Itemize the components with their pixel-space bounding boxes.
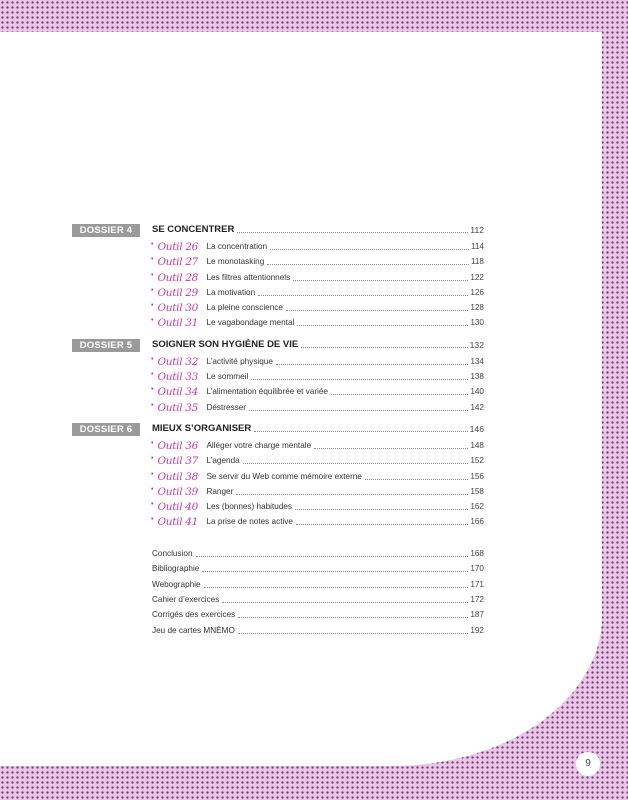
- bullet-icon: •: [151, 401, 154, 409]
- page-ref: 152: [470, 456, 484, 466]
- entry-title: Corrigés des exercices: [152, 610, 236, 620]
- toc-entry[interactable]: [72, 455, 484, 470]
- bullet-icon: •: [151, 256, 154, 264]
- toc-entry[interactable]: [72, 594, 484, 609]
- entry-title: Ranger: [206, 486, 234, 496]
- page-ref: 156: [470, 471, 484, 481]
- page-ref: 162: [470, 502, 484, 512]
- entry-title: Cahier d’exercices: [152, 594, 220, 604]
- toc-entry[interactable]: [72, 563, 484, 578]
- outil-label: Outil 41: [157, 516, 199, 529]
- page-ref: 158: [470, 486, 484, 496]
- table-of-contents: [72, 224, 484, 640]
- outil-label: Outil 32: [157, 355, 199, 368]
- toc-entry[interactable]: [72, 317, 484, 332]
- page-ref: 138: [470, 372, 484, 382]
- entry-title: L’alimentation équilibrée et variée: [206, 387, 328, 397]
- dossier-title: MIEUX S’ORGANISER: [152, 422, 252, 434]
- page-ref: 132: [469, 339, 484, 350]
- entry-title: L’activité physique: [206, 356, 273, 366]
- outil-label: Outil 34: [157, 386, 199, 399]
- entry-title: Le vagabondage mental: [206, 318, 295, 328]
- outil-label: Outil 40: [157, 501, 199, 514]
- outil-label: Outil 30: [157, 302, 199, 315]
- toc-entry[interactable]: [72, 402, 484, 417]
- outil-label: Outil 36: [157, 439, 199, 452]
- page-ref: 134: [470, 356, 484, 366]
- outil-label: Outil 28: [157, 271, 199, 284]
- page-ref: 140: [470, 387, 484, 397]
- page-ref: 130: [470, 318, 484, 328]
- toc-entry[interactable]: [72, 625, 484, 640]
- toc-entry[interactable]: [72, 501, 484, 516]
- page-ref: 192: [470, 625, 484, 635]
- dossier-tag: DOSSIER 5: [72, 339, 140, 352]
- page-ref: 142: [470, 402, 484, 412]
- dossier-heading[interactable]: [72, 339, 484, 353]
- entry-title: Bibliographie: [152, 564, 200, 574]
- page-ref: 126: [470, 287, 484, 297]
- entry-title: Se servir du Web comme mémoire externe: [206, 471, 362, 481]
- dossier-tag: DOSSIER 4: [72, 224, 140, 237]
- page-ref: 168: [470, 548, 484, 558]
- entry-title: Conclusion: [152, 548, 193, 558]
- page-ref: 187: [470, 610, 484, 620]
- outil-label: Outil 38: [157, 470, 199, 483]
- dossier-heading[interactable]: [72, 224, 484, 238]
- page-ref: 112: [470, 225, 484, 235]
- outil-label: Outil 31: [157, 317, 199, 330]
- page-ref: 114: [470, 242, 484, 251]
- page-ref: 166: [470, 517, 484, 527]
- entry-title: Le sommeil: [206, 372, 249, 382]
- entry-title: Les filtres attentionnels: [206, 272, 291, 282]
- bullet-icon: •: [151, 271, 154, 279]
- page-ref: 128: [470, 303, 484, 313]
- entry-title: La motivation: [206, 287, 256, 297]
- toc-entry[interactable]: [72, 272, 484, 287]
- bullet-icon: •: [151, 241, 154, 248]
- page-ref: 122: [470, 272, 484, 282]
- entry-title: La prise de notes active: [206, 517, 293, 527]
- toc-entry[interactable]: [72, 241, 484, 256]
- bullet-icon: •: [151, 470, 154, 478]
- toc-entry[interactable]: [72, 302, 484, 317]
- toc-entry[interactable]: [72, 256, 484, 271]
- bullet-icon: •: [151, 501, 154, 509]
- entry-title: L’agenda: [206, 456, 240, 466]
- dossier-heading[interactable]: [72, 423, 484, 437]
- toc-entry[interactable]: [72, 548, 484, 563]
- outil-label: Outil 39: [157, 485, 199, 498]
- toc-entry[interactable]: [72, 486, 484, 501]
- toc-entry[interactable]: [72, 609, 484, 624]
- toc-entry[interactable]: [72, 371, 484, 386]
- bullet-icon: •: [151, 355, 154, 363]
- outil-label: Outil 26: [157, 241, 199, 253]
- bullet-icon: •: [151, 371, 154, 379]
- outil-label: Outil 33: [157, 371, 199, 384]
- bullet-icon: •: [151, 386, 154, 394]
- dossier-title: SOIGNER SON HYGIÈNE DE VIE: [152, 338, 299, 350]
- dossier-title: SE CONCENTRER: [152, 224, 235, 235]
- toc-entry[interactable]: [72, 287, 484, 302]
- page-ref: 171: [470, 579, 484, 589]
- entry-title: Le monotasking: [206, 257, 265, 267]
- entry-title: Les (bonnes) habitudes: [206, 502, 293, 512]
- entry-title: La concentration: [206, 242, 267, 251]
- outil-label: Outil 27: [157, 256, 199, 269]
- entry-title: Alléger votre charge mentale: [206, 440, 312, 450]
- bullet-icon: •: [151, 302, 154, 310]
- page-ref: 146: [469, 423, 484, 434]
- toc-entry[interactable]: [72, 440, 484, 455]
- outil-label: Outil 37: [157, 455, 199, 468]
- bullet-icon: •: [151, 439, 154, 447]
- page-ref: 148: [470, 440, 484, 450]
- page-ref: 118: [470, 257, 484, 267]
- toc-entry[interactable]: [72, 516, 484, 531]
- entry-title: Jeu de cartes MNÉMO: [152, 625, 235, 635]
- entry-title: La pleine conscience: [206, 303, 283, 313]
- dossier-tag: DOSSIER 6: [72, 423, 140, 436]
- entry-title: Webographie: [152, 579, 201, 589]
- page-number: 9: [576, 752, 600, 776]
- page-ref: 172: [470, 594, 484, 604]
- bullet-icon: •: [151, 286, 154, 294]
- entry-title: Déstresser: [206, 402, 247, 412]
- outil-label: Outil 35: [157, 401, 199, 414]
- bullet-icon: •: [151, 317, 154, 325]
- toc-entry[interactable]: [72, 471, 484, 486]
- toc-entry[interactable]: [72, 579, 484, 594]
- outil-label: Outil 29: [157, 286, 199, 299]
- bullet-icon: •: [151, 455, 154, 463]
- toc-entry[interactable]: [72, 356, 484, 371]
- page-ref: 170: [470, 564, 484, 574]
- bullet-icon: •: [151, 485, 154, 493]
- bullet-icon: •: [151, 516, 154, 524]
- toc-entry[interactable]: [72, 386, 484, 401]
